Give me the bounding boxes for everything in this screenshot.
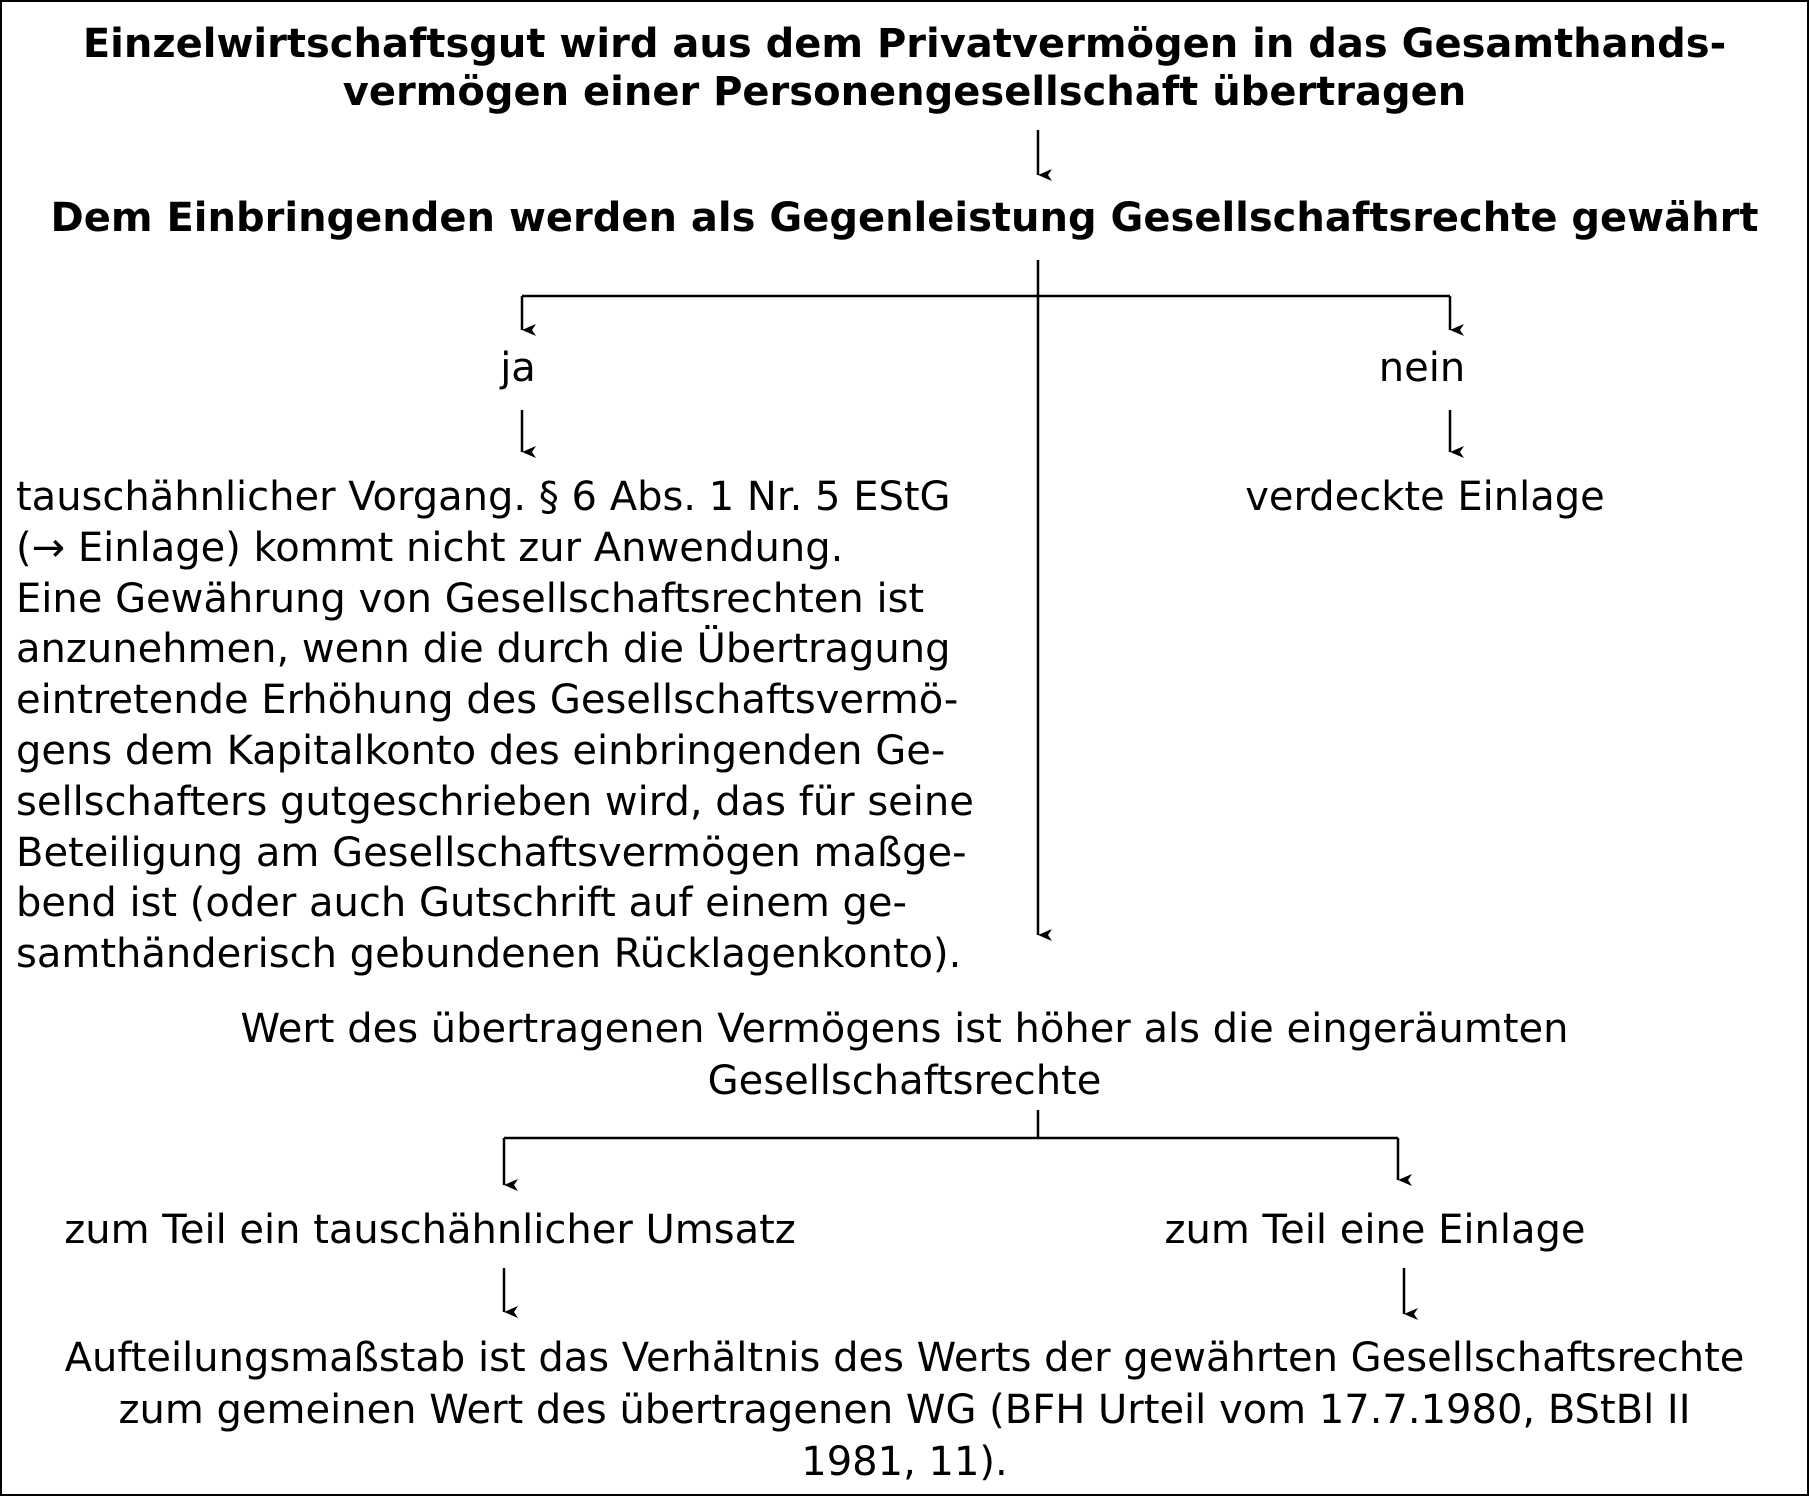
part-contribution-label: zum Teil eine Einlage (1164, 1207, 1586, 1253)
title-line-2: vermögen einer Personengesellschaft übertragen (342, 69, 1467, 115)
title-line-1: Einzelwirtschaftsgut wird aus dem Privatvermögen in das Gesamthands- (82, 21, 1727, 67)
value-condition: Wert des übertragenen Vermögens ist höher als die eingeräumten Gesellschaftsrechte (240, 1006, 1569, 1104)
no-label: nein (1378, 345, 1466, 391)
no-explanation: verdeckte Einlage (1245, 474, 1605, 520)
question-text: Dem Einbringenden werden als Gegenleistung Gesellschaftsrechte gewährt (50, 195, 1759, 241)
part-exchange-label: zum Teil ein tauschähnlicher Umsatz (64, 1207, 796, 1253)
yes-explanation: tauschähnlicher Vorgang. § 6 Abs. 1 Nr. 5 EStG (→ Einlage) kommt nicht zur Anwendung. Eine Gewährung von Gesellschaftsrechten ist anzunehmen, wenn die durch die Übertragung eintretende Erhöhung des Gesellschaftsvermö- gens dem Kapitalkonto des einbringenden Ge- sellschafters gutgeschrieben wird, das für seine Beteiligung am Gesellschaftsvermögen maßge- bend ist (oder auch Gutschrift auf einem ge- samthänderisch gebundenen Rücklagenkonto). (16, 474, 974, 978)
conclusion-text: Aufteilungsmaßstab ist das Verhältnis des Werts der gewährten Gesellschaftsrechte zum gemeinen Wert des übertragenen WG (BFH Urteil vom 17.7.1980, BStBl II 1981, 11). (64, 1335, 1745, 1485)
yes-label: ja (500, 345, 536, 391)
